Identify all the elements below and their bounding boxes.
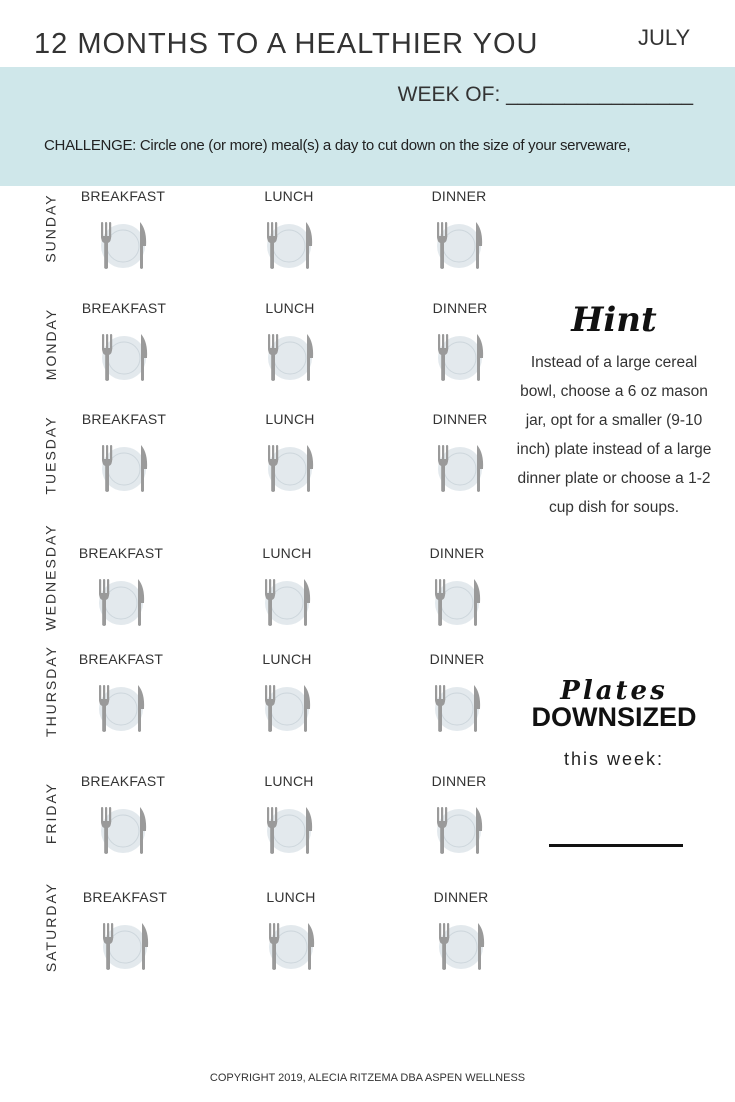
meal-label: BREAKFAST bbox=[82, 889, 168, 905]
meal-lunch[interactable] bbox=[234, 188, 344, 270]
meal-label: LUNCH bbox=[262, 651, 312, 667]
meal-label: BREAKFAST bbox=[81, 300, 167, 316]
plate-fork-knife-icon[interactable] bbox=[99, 441, 149, 493]
downsized-title: DOWNSIZED bbox=[531, 702, 697, 732]
day-name bbox=[37, 763, 65, 863]
this-week-label: this week: bbox=[563, 749, 665, 769]
hint-box bbox=[514, 300, 714, 522]
hint-text: Instead of a large cereal bowl, choose a 6 oz mason jar, opt for a smaller (9-10 inch) plate instead of a large dinner plate or choose a 1-2 cup dish for soups. bbox=[516, 354, 712, 516]
meal-label: DINNER bbox=[429, 651, 485, 667]
meal-label: LUNCH bbox=[264, 188, 314, 204]
day-name-label: MONDAY bbox=[43, 307, 60, 381]
plate-fork-knife-icon[interactable] bbox=[434, 218, 484, 270]
meal-label: BREAKFAST bbox=[78, 651, 164, 667]
plate-fork-knife-icon[interactable] bbox=[100, 919, 150, 971]
meal-breakfast[interactable] bbox=[70, 889, 180, 971]
plate-fork-knife-icon[interactable] bbox=[96, 681, 146, 733]
meal-label: DINNER bbox=[431, 773, 487, 789]
plate-fork-knife-icon[interactable] bbox=[264, 803, 314, 855]
meal-label: LUNCH bbox=[264, 773, 314, 789]
meal-dinner[interactable] bbox=[402, 545, 512, 627]
challenge-text: CHALLENGE: Circle one (or more) meal(s) a day to cut down on the size of your serveware, bbox=[44, 137, 631, 154]
plate-fork-knife-icon[interactable] bbox=[265, 330, 315, 382]
meal-label: DINNER bbox=[432, 300, 488, 316]
plate-fork-knife-icon[interactable] bbox=[262, 575, 312, 627]
meal-dinner[interactable] bbox=[406, 889, 516, 971]
meal-label: LUNCH bbox=[262, 545, 312, 561]
plate-fork-knife-icon[interactable] bbox=[98, 803, 148, 855]
meal-label: BREAKFAST bbox=[80, 773, 166, 789]
day-name bbox=[37, 641, 65, 741]
plate-fork-knife-icon[interactable] bbox=[432, 575, 482, 627]
day-name bbox=[37, 877, 65, 977]
meal-breakfast[interactable] bbox=[68, 188, 178, 270]
day-name-label: THURSDAY bbox=[43, 645, 59, 737]
meal-lunch[interactable] bbox=[234, 773, 344, 855]
meal-label: DINNER bbox=[431, 188, 487, 204]
meal-label: BREAKFAST bbox=[81, 411, 167, 427]
meal-lunch[interactable] bbox=[232, 651, 342, 733]
day-name bbox=[37, 405, 65, 505]
meal-lunch[interactable] bbox=[235, 300, 345, 382]
day-name-label: SATURDAY bbox=[43, 881, 59, 973]
day-name bbox=[37, 178, 65, 278]
meal-breakfast[interactable] bbox=[68, 773, 178, 855]
day-name-label: SUNDAY bbox=[43, 193, 59, 263]
week-of-field[interactable]: WEEK OF: ________________ bbox=[397, 83, 693, 106]
day-name-label: TUESDAY bbox=[43, 415, 59, 495]
plates-script-title: Plates bbox=[560, 676, 668, 706]
meal-dinner[interactable] bbox=[404, 773, 514, 855]
day-name-label: WEDNESDAY bbox=[43, 523, 60, 631]
plate-fork-knife-icon[interactable] bbox=[266, 919, 316, 971]
meal-label: LUNCH bbox=[265, 300, 315, 316]
meal-dinner[interactable] bbox=[402, 651, 512, 733]
plate-fork-knife-icon[interactable] bbox=[434, 803, 484, 855]
meal-label: DINNER bbox=[429, 545, 485, 561]
meal-breakfast[interactable] bbox=[69, 300, 179, 382]
plates-count-line[interactable] bbox=[549, 844, 683, 847]
plate-fork-knife-icon[interactable] bbox=[435, 330, 485, 382]
day-name bbox=[37, 523, 65, 631]
meal-breakfast[interactable] bbox=[69, 411, 179, 493]
meal-dinner[interactable] bbox=[405, 411, 515, 493]
meal-dinner[interactable] bbox=[405, 300, 515, 382]
meal-label: DINNER bbox=[433, 889, 489, 905]
meal-breakfast[interactable] bbox=[66, 545, 176, 627]
meal-label: BREAKFAST bbox=[78, 545, 164, 561]
plate-fork-knife-icon[interactable] bbox=[96, 575, 146, 627]
page-title: 12 MONTHS TO A HEALTHIER YOU bbox=[34, 28, 539, 60]
meal-label: LUNCH bbox=[265, 411, 315, 427]
meal-lunch[interactable] bbox=[235, 411, 345, 493]
day-name bbox=[37, 294, 65, 394]
copyright-footer: COPYRIGHT 2019, ALECIA RITZEMA DBA ASPEN WELLNESS bbox=[209, 1072, 526, 1084]
plate-fork-knife-icon[interactable] bbox=[98, 218, 148, 270]
meal-breakfast[interactable] bbox=[66, 651, 176, 733]
meal-label: DINNER bbox=[432, 411, 488, 427]
meal-lunch[interactable] bbox=[232, 545, 342, 627]
plate-fork-knife-icon[interactable] bbox=[265, 441, 315, 493]
plate-fork-knife-icon[interactable] bbox=[264, 218, 314, 270]
plates-downsized-box bbox=[514, 676, 714, 770]
month-label: JULY bbox=[638, 25, 691, 50]
meal-dinner[interactable] bbox=[404, 188, 514, 270]
plate-fork-knife-icon[interactable] bbox=[99, 330, 149, 382]
meal-label: LUNCH bbox=[266, 889, 316, 905]
meal-lunch[interactable] bbox=[236, 889, 346, 971]
day-name-label: FRIDAY bbox=[43, 781, 59, 845]
hint-title: Hint bbox=[571, 300, 657, 340]
plate-fork-knife-icon[interactable] bbox=[436, 919, 486, 971]
plate-fork-knife-icon[interactable] bbox=[262, 681, 312, 733]
meal-label: BREAKFAST bbox=[80, 188, 166, 204]
plate-fork-knife-icon[interactable] bbox=[435, 441, 485, 493]
plate-fork-knife-icon[interactable] bbox=[432, 681, 482, 733]
challenge-band bbox=[0, 67, 735, 186]
